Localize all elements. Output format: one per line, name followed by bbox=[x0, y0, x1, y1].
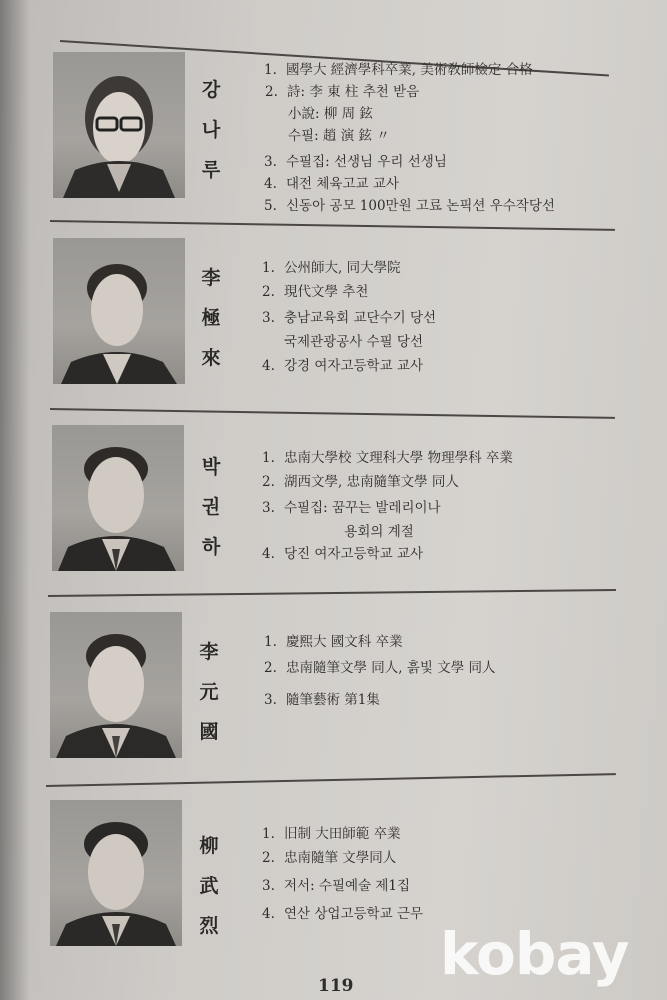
item-text: 수필: 趙 演 鉉 〃 bbox=[288, 128, 390, 144]
item-text: 慶熙大 國文科 卒業 bbox=[286, 634, 403, 650]
item-text: 저서: 수필예술 제1집 bbox=[284, 878, 411, 894]
item-text: 小說: 柳 周 鉉 bbox=[288, 106, 373, 122]
item-number: 2. bbox=[265, 84, 278, 100]
name-char: 李 bbox=[199, 641, 219, 663]
item-number: 3. bbox=[264, 154, 277, 170]
divider-rule bbox=[46, 773, 616, 787]
item-number: 1. bbox=[262, 826, 275, 842]
name-char: 박 bbox=[201, 456, 221, 478]
divider-rule bbox=[50, 408, 615, 419]
name-char: 元 bbox=[199, 681, 219, 703]
item-text: 강경 여자고등학교 교사 bbox=[284, 358, 423, 374]
item-number: 1. bbox=[264, 62, 277, 78]
author-name bbox=[198, 70, 224, 190]
item-text: 忠南隨筆文學 同人, 흙빛 文學 同人 bbox=[286, 660, 496, 676]
page-number: 119 bbox=[318, 976, 354, 996]
item-number: 3. bbox=[262, 310, 275, 326]
name-char: 極 bbox=[201, 307, 221, 329]
item-text: 隨筆藝術 第1集 bbox=[286, 692, 380, 708]
item-number: 1. bbox=[262, 260, 275, 276]
item-number: 4. bbox=[264, 176, 277, 192]
item-text: 忠南隨筆 文學同人 bbox=[284, 850, 397, 866]
portrait-photo bbox=[52, 425, 184, 571]
name-char: 나 bbox=[201, 119, 221, 141]
item-number: 5. bbox=[264, 198, 277, 214]
person-portrait-icon bbox=[53, 238, 185, 384]
portrait-photo bbox=[53, 52, 185, 198]
item-number: 2. bbox=[262, 284, 275, 300]
portrait-photo bbox=[50, 612, 182, 758]
item-number: 1. bbox=[264, 634, 277, 650]
name-char: 권 bbox=[201, 496, 221, 518]
item-number: 4. bbox=[262, 906, 275, 922]
name-char: 烈 bbox=[199, 915, 219, 937]
item-text: 국제관광공사 수필 당선 bbox=[284, 334, 423, 350]
item-text: 당진 여자고등학교 교사 bbox=[284, 546, 423, 562]
name-char: 하 bbox=[201, 536, 221, 558]
item-text: 충남교육회 교단수기 당선 bbox=[284, 310, 437, 326]
watermark-logo: kobay bbox=[440, 920, 629, 988]
name-char: 國 bbox=[199, 721, 219, 743]
item-text: 忠南大學校 文理科大學 物理學科 卒業 bbox=[284, 450, 513, 466]
author-name bbox=[198, 447, 224, 567]
item-number: 3. bbox=[262, 878, 275, 894]
author-name bbox=[196, 632, 222, 752]
name-char: 李 bbox=[201, 267, 221, 289]
item-number: 3. bbox=[264, 692, 277, 708]
item-number: 4. bbox=[262, 358, 275, 374]
item-number: 2. bbox=[264, 660, 277, 676]
item-text: 公州師大, 同大學院 bbox=[284, 260, 401, 276]
author-name bbox=[198, 258, 224, 378]
item-text: 용회의 계절 bbox=[340, 524, 414, 540]
divider-rule bbox=[48, 589, 616, 597]
name-char: 강 bbox=[201, 79, 221, 101]
portrait-photo bbox=[53, 238, 185, 384]
item-text: 수필집: 선생님 우리 선생님 bbox=[286, 154, 447, 170]
item-text: 연산 상업고등학교 근무 bbox=[284, 906, 423, 922]
divider-rule bbox=[50, 220, 615, 231]
person-portrait-icon bbox=[50, 612, 182, 758]
name-char: 루 bbox=[201, 159, 221, 181]
name-char: 來 bbox=[201, 347, 221, 369]
item-text: 旧制 大田師範 卒業 bbox=[284, 826, 401, 842]
item-number: 4. bbox=[262, 546, 275, 562]
portrait-photo bbox=[50, 800, 182, 946]
item-number: 1. bbox=[262, 450, 275, 466]
item-number: 2. bbox=[262, 474, 275, 490]
item-number: 2. bbox=[262, 850, 275, 866]
person-portrait-icon bbox=[50, 800, 182, 946]
item-number: 3. bbox=[262, 500, 275, 516]
item-text: 現代文學 추천 bbox=[284, 284, 369, 300]
name-char: 武 bbox=[199, 875, 219, 897]
item-text: 國學大 經濟學科卒業, 美術敎師檢定 合格 bbox=[286, 62, 533, 78]
name-char: 柳 bbox=[199, 835, 219, 857]
item-text: 수필집: 꿈꾸는 발레리이나 bbox=[284, 500, 441, 516]
person-portrait-icon bbox=[52, 425, 184, 571]
item-text: 신동아 공모 100만원 고료 논픽션 우수작당선 bbox=[286, 198, 555, 214]
person-portrait-icon bbox=[53, 52, 185, 198]
item-text: 湖西文學, 忠南隨筆文學 同人 bbox=[284, 474, 459, 490]
item-text: 詩: 李 東 柱 추천 받음 bbox=[287, 84, 420, 100]
item-text: 대전 체육고교 교사 bbox=[286, 176, 399, 192]
author-name bbox=[196, 826, 222, 946]
